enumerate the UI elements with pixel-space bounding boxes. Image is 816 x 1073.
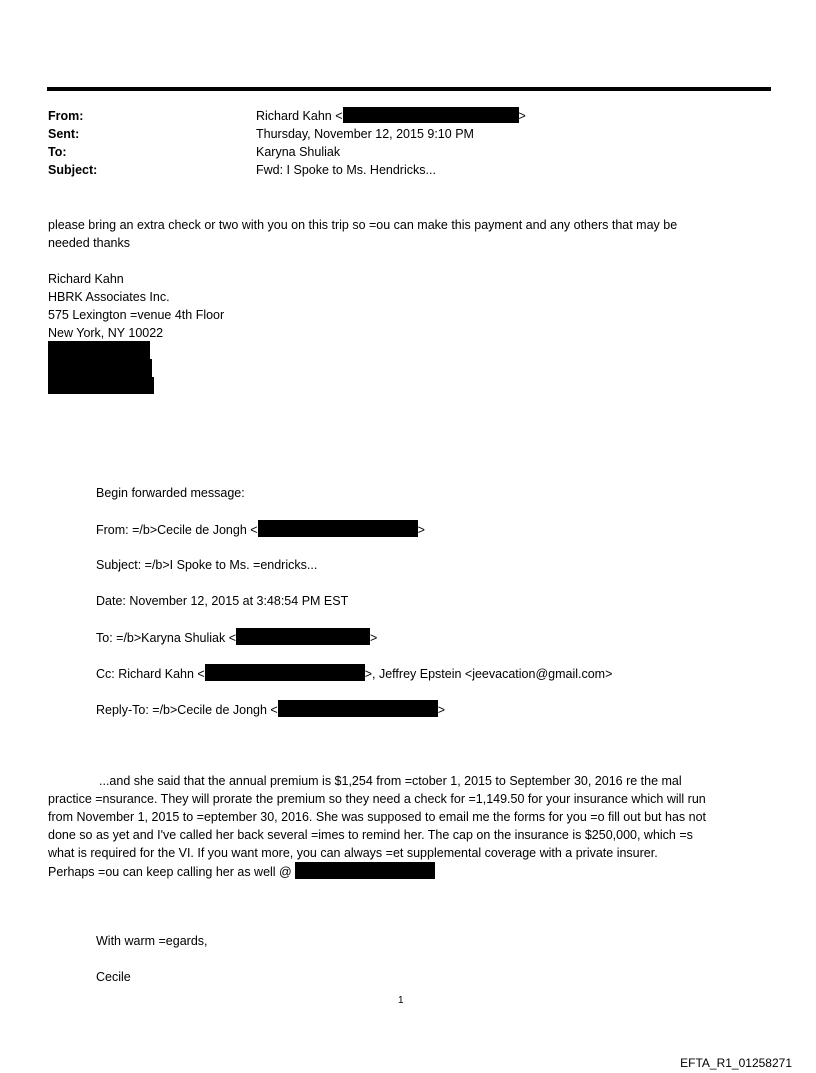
redaction-block	[236, 628, 370, 645]
forward-cc	[96, 664, 612, 683]
subject-label: Subject:	[48, 163, 98, 177]
signature-company: HBRK Associates Inc.	[48, 290, 170, 304]
forward-to-prefix: To: =/b>Karyna Shuliak <	[96, 631, 237, 645]
signature-name: Richard Kahn	[48, 272, 124, 286]
forward-from-suffix: >	[417, 523, 425, 537]
signature-address: New York, NY 10022	[48, 326, 164, 340]
forward-intro: Begin forwarded message:	[96, 486, 245, 500]
page-number: 1	[398, 995, 404, 1006]
message-line: please bring an extra check or two with you on this trip so =ou can make this payment and any others that may be	[48, 218, 678, 232]
subject-value: Fwd: I Spoke to Ms. Hendricks...	[256, 163, 436, 177]
from-close: >	[518, 109, 526, 123]
to-value: Karyna Shuliak	[256, 145, 341, 159]
forward-body-line: done so as yet and I've called her back several =imes to remind her. The cap on the insurance is $250,000, which =s	[48, 828, 693, 842]
sent-label: Sent:	[48, 127, 80, 141]
forward-cc-suffix: >, Jeffrey Epstein <jeevacation@gmail.com>	[364, 667, 613, 681]
forward-body-line-last	[48, 862, 435, 881]
from-value	[256, 107, 526, 125]
forward-from-prefix: From: =/b>Cecile de Jongh <	[96, 523, 258, 537]
forward-date: Date: November 12, 2015 at 3:48:54 PM EST	[96, 594, 349, 608]
forward-body-line: ...and she said that the annual premium is $1,254 from =ctober 1, 2015 to September 30, 2016 re the mal	[99, 774, 682, 788]
forward-reply-to	[96, 700, 445, 719]
forward-body-text: Perhaps =ou can keep calling her as well @	[48, 865, 292, 879]
signature-address: 575 Lexington =venue 4th Floor	[48, 308, 225, 322]
message-line: needed thanks	[48, 236, 131, 250]
forward-subject: Subject: =/b>I Spoke to Ms. =endricks...	[96, 558, 318, 572]
forward-to-suffix: >	[370, 631, 378, 645]
redaction-block	[278, 700, 438, 717]
closing-regards: With warm =egards,	[96, 934, 208, 948]
forward-from	[96, 520, 425, 539]
closing-name: Cecile	[96, 970, 131, 984]
forward-replyto-suffix: >	[437, 703, 446, 717]
forward-cc-prefix: Cc: Richard Kahn <	[96, 667, 205, 681]
to-label: To:	[48, 145, 67, 159]
forward-body-line: from November 1, 2015 to =eptember 30, 2016. She was supposed to email me the forms for you =o fill out but has not	[48, 810, 707, 824]
redaction-block	[205, 664, 365, 681]
sent-value: Thursday, November 12, 2015 9:10 PM	[256, 127, 474, 141]
redaction-block	[258, 520, 418, 537]
forward-replyto-prefix: Reply-To: =/b>Cecile de Jongh <	[96, 703, 278, 717]
redaction-block	[48, 341, 150, 359]
redaction-block	[343, 107, 519, 123]
forward-body-line: practice =nsurance. They will prorate the premium so they need a check for =1,149.50 for your insurance which will run	[48, 792, 706, 806]
forward-to	[96, 628, 377, 647]
forward-body-line: what is required for the VI. If you want more, you can always =et supplemental coverage with a private insurer.	[48, 846, 658, 860]
redaction-block	[48, 359, 152, 377]
document-id: EFTA_R1_01258271	[680, 1056, 792, 1070]
header-rule	[47, 87, 771, 91]
from-label: From:	[48, 109, 84, 123]
redaction-block	[295, 862, 435, 879]
from-name: Richard Kahn <	[256, 109, 343, 123]
redaction-block	[48, 377, 154, 394]
